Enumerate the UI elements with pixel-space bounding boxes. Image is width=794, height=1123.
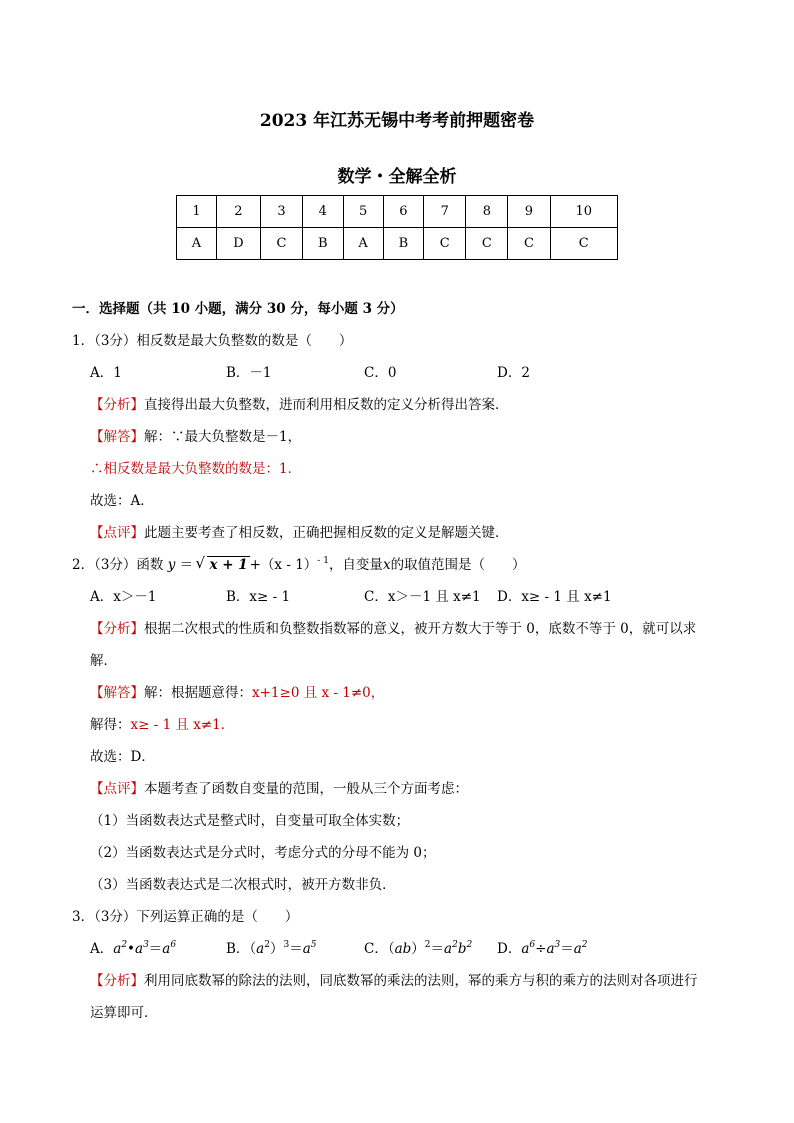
comment-tag: 【点评】	[90, 781, 144, 797]
analysis-tag: 【分析】	[90, 621, 144, 637]
question-2-point-1: （1）当函数表达式是整式时，自变量可取全体实数；	[90, 813, 410, 829]
table-cell: C	[260, 228, 302, 260]
table-cell: 2	[216, 196, 260, 228]
variable-y: y	[167, 557, 176, 573]
table-cell: B	[303, 228, 344, 260]
question-2-solution	[90, 683, 384, 703]
comment-text: 此题主要考查了相反数，正确把握相反数的定义是解题关键．	[144, 525, 509, 541]
question-1-option-b: B．－1	[226, 365, 272, 381]
table-cell: 5	[343, 196, 383, 228]
table-cell: A	[177, 228, 217, 260]
question-3-analysis	[90, 971, 698, 991]
comment-text: 本题考查了函数自变量的范围，一般从三个方面考虑：	[144, 781, 468, 797]
answer-table-number-row	[177, 196, 618, 228]
question-2-point-3: （3）当函数表达式是二次根式时，被开方数非负．	[90, 877, 396, 893]
page-title: 2023 年江苏无锡中考考前押题密卷	[259, 111, 535, 131]
table-cell: D	[216, 228, 260, 260]
option-label: B．	[226, 941, 250, 957]
question-1-option-d: D．2	[497, 365, 530, 381]
radicand: x + 1	[209, 557, 248, 573]
question-1-solution	[90, 427, 301, 447]
stem-post: ，自变量	[328, 557, 383, 573]
question-2-option-d: D．x≥ - 1 且 x≠1	[497, 589, 612, 605]
section-heading: 一．选择题（共 10 小题，满分 30 分，每小题 3 分）	[72, 301, 404, 317]
comment-tag: 【点评】	[90, 525, 144, 541]
question-1-analysis	[90, 395, 509, 415]
table-cell: B	[383, 228, 424, 260]
question-3-analysis-cont: 运算即可．	[90, 1005, 158, 1021]
question-2-stem	[72, 555, 526, 575]
exponent: - 1	[317, 556, 329, 566]
variable-x: x	[382, 557, 391, 573]
table-cell: C	[466, 228, 508, 260]
question-1-option-c: C．0	[364, 365, 397, 381]
question-2-option-c: C．x＞－1 且 x≠1	[364, 589, 481, 605]
option-label: D．	[497, 941, 522, 957]
page-subtitle: 数学・全解全析	[337, 167, 457, 187]
table-cell: C	[508, 228, 550, 260]
table-cell: 10	[550, 196, 618, 228]
question-2-point-2: （2）当函数表达式是分式时，考虑分式的分母不能为 0；	[90, 845, 436, 861]
stem-end: 的取值范围是（ ）	[390, 557, 526, 573]
question-3-option-a: A．$a^2•a^3=a^6$	[90, 940, 177, 957]
answer-table	[176, 195, 618, 260]
table-cell: 7	[424, 196, 466, 228]
analysis-text: 直接得出最大负整数，进而利用相反数的定义分析得出答案．	[144, 397, 509, 413]
question-3-option-d: D．$a^6\div a^3=a^2$	[497, 940, 588, 957]
equals-sign: ＝	[179, 557, 194, 573]
question-2-analysis-cont: 解．	[90, 653, 117, 669]
question-2-option-a: A．x＞－1	[90, 589, 157, 605]
question-2-result	[90, 715, 234, 735]
option-label: A．	[90, 941, 114, 957]
question-2-choose: 故选：D．	[90, 749, 155, 765]
question-3-option-b: B．$(a^2)^3=a^5$	[226, 940, 317, 957]
question-1-choose: 故选：A．	[90, 493, 154, 509]
solution-tag: 【解答】	[90, 429, 144, 445]
analysis-text: 利用同底数幂的除法的法则，同底数幂的乘法的法则，幂的乘方与积的乘方的法则对各项进行	[144, 973, 698, 989]
solution-math: x+1≥0 且 x - 1≠0，	[252, 685, 385, 701]
question-2-analysis	[90, 619, 696, 639]
question-1-comment	[90, 523, 509, 543]
table-cell: 9	[508, 196, 550, 228]
table-cell: 1	[177, 196, 217, 228]
solution-text: 解：根据题意得：	[144, 685, 252, 701]
result-math: x≥ - 1 且 x≠1．	[130, 717, 235, 733]
solution-tag: 【解答】	[90, 685, 144, 701]
question-1-stem: 1．（3分）相反数是最大负整数的数是（ ）	[72, 333, 353, 349]
table-cell: 4	[303, 196, 344, 228]
table-cell: A	[343, 228, 383, 260]
question-3-stem: 3．（3分）下列运算正确的是（ ）	[72, 909, 299, 925]
analysis-tag: 【分析】	[90, 397, 144, 413]
table-cell: C	[550, 228, 618, 260]
result-prefix: 解得：	[90, 717, 131, 733]
question-1-therefore: ∴相反数是最大负整数的数是：1．	[90, 461, 302, 477]
table-cell: 8	[466, 196, 508, 228]
analysis-text: 根据二次根式的性质和负整数指数幂的意义，被开方数大于等于 0，底数不等于 0，就可以求	[144, 621, 697, 637]
table-cell: C	[424, 228, 466, 260]
solution-text: 解：∵最大负整数是－1，	[144, 429, 302, 445]
stem-middle: +（x - 1）	[249, 557, 318, 573]
table-cell: 6	[383, 196, 424, 228]
question-3-option-c: C．$(ab)^2=a^2b^2$	[364, 940, 473, 957]
stem-prefix: 2．（3分）函数	[72, 557, 164, 573]
square-root	[197, 555, 249, 575]
option-label: C．	[364, 941, 388, 957]
table-cell: 3	[260, 196, 302, 228]
question-2-option-b: B．x≥ - 1	[226, 589, 291, 605]
answer-table-answer-row	[177, 228, 618, 260]
question-1-option-a: A．1	[90, 365, 122, 381]
question-2-comment	[90, 779, 468, 799]
analysis-tag: 【分析】	[90, 973, 144, 989]
